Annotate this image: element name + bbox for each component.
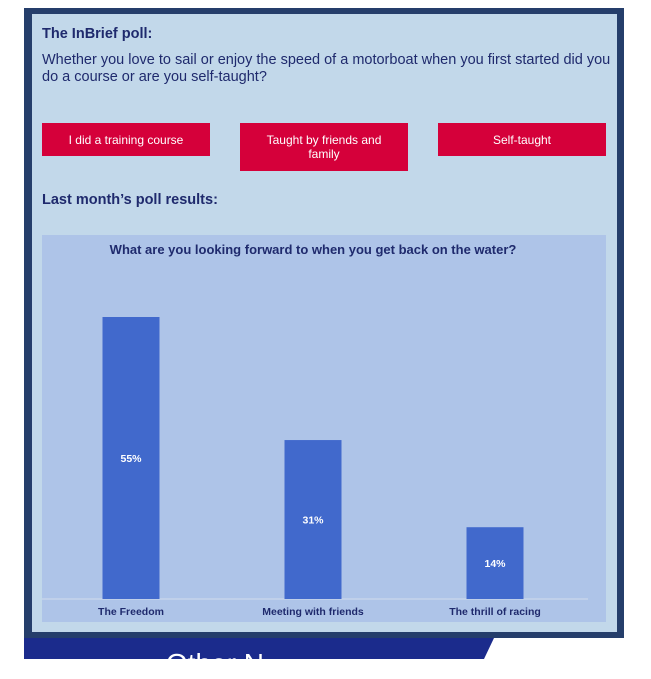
option-training-course-button[interactable]: I did a training course (42, 123, 210, 156)
poll-question: Whether you love to sail or enjoy the speed of a motorboat when you first started did you do a course or are you self-taught? (42, 52, 611, 85)
footer-white-corner (484, 638, 624, 659)
chart-value-label-1: 55% (120, 453, 142, 465)
chart-category-label-1: The Freedom (98, 606, 164, 618)
footer-heading: Other N (166, 648, 265, 679)
option-taught-by-friends-button[interactable]: Taught by friends and family (240, 123, 408, 171)
results-chart (42, 235, 606, 622)
footer-heading-clip (24, 638, 484, 679)
chart-title: What are you looking forward to when you get back on the water? (109, 242, 517, 257)
chart-category-label-3: The thrill of racing (449, 606, 541, 618)
results-chart-svg (42, 235, 606, 622)
chart-category-label-2: Meeting with friends (262, 606, 364, 618)
option-self-taught-button[interactable]: Self-taught (438, 123, 606, 156)
chart-value-label-2: 31% (302, 514, 324, 527)
chart-value-label-3: 14% (484, 558, 506, 571)
poll-title: The InBrief poll: (42, 26, 153, 42)
results-title: Last month’s poll results: (42, 192, 218, 208)
